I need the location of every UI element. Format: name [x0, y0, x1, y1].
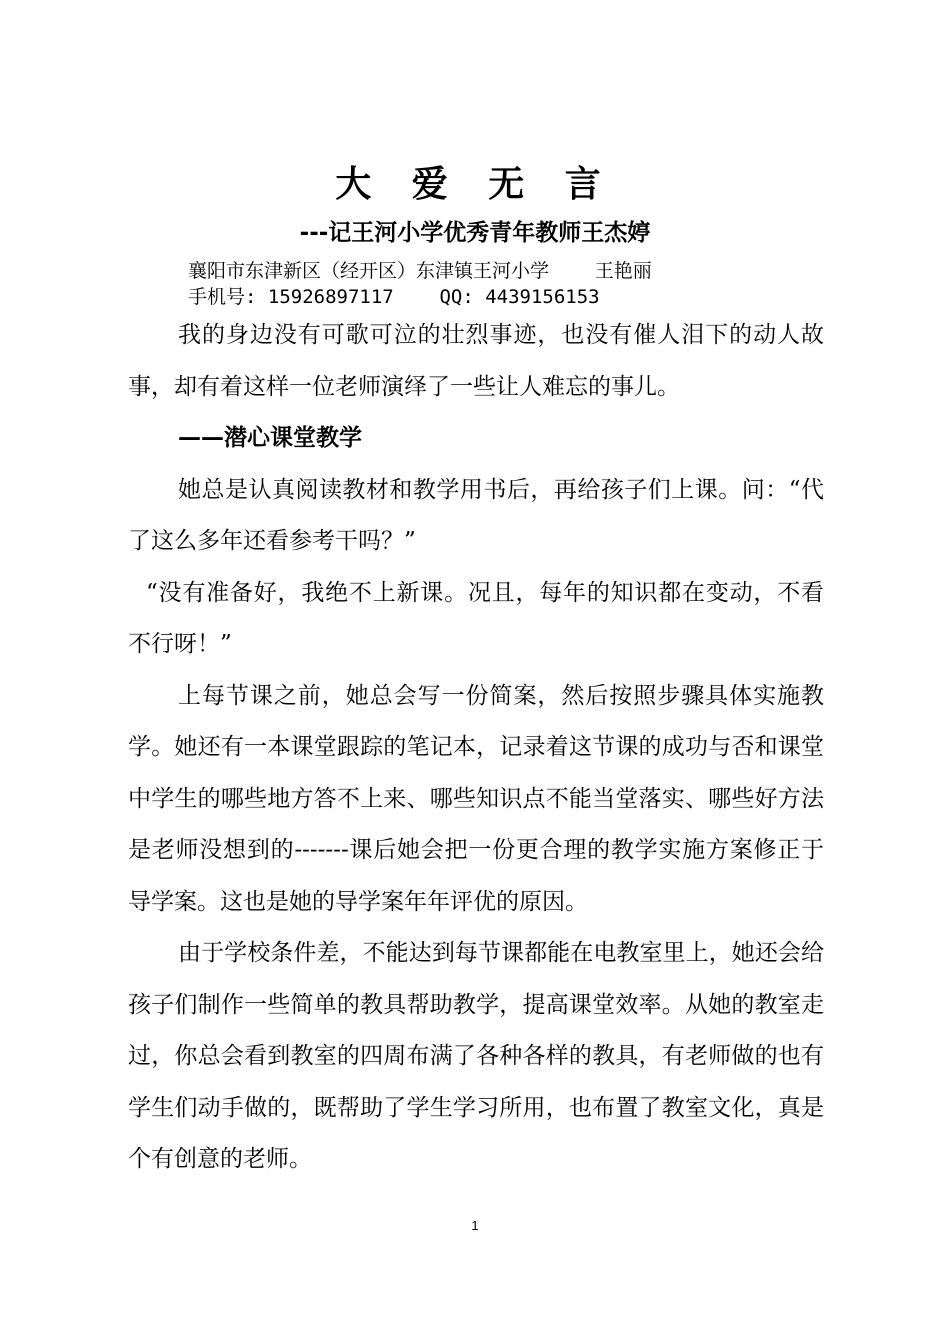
- author-line: 襄阳市东津新区（经开区）东津镇王河小学 王艳丽: [188, 260, 652, 282]
- body-paragraph: 她总是认真阅读教材和教学用书后，再给孩子们上课。问：“代了这么多年还看参考干吗？”: [128, 476, 824, 554]
- document-title: 大 爱 无 言: [335, 164, 615, 205]
- body-paragraph: 上每节课之前，她总会写一份简案，然后按照步骤具体实施教学。她还有一本课堂跟踪的笔记本，记录着这节课的成功与否和课堂中学生的哪些地方答不上来、哪些知识点不能当堂落实、哪些好方法是老师没想到的-------课后她会把一份更合理的教学实施方案修正于导学案。这也是她的导学案年年评优的原因。: [128, 682, 824, 915]
- page-number: 1: [471, 1218, 479, 1233]
- section-heading: ——潜心课堂教学: [178, 425, 362, 451]
- body-paragraph: “没有准备好，我绝不上新课。况且，每年的知识都在变动，不看不行呀！”: [128, 579, 824, 657]
- contact-line: 手机号: 15926897117 QQ: 4439156153: [188, 286, 600, 308]
- document-subtitle: ---记王河小学优秀青年教师王杰婷: [299, 220, 651, 246]
- intro-paragraph: 我的身边没有可歌可泣的壮烈事迹，也没有催人泪下的动人故事，却有着这样一位老师演绎了一些让人难忘的事儿。: [128, 322, 824, 400]
- body-paragraph: 由于学校条件差，不能达到每节课都能在电教室里上，她还会给孩子们制作一些简单的教具帮助教学，提高课堂效率。从她的教室走过，你总会看到教室的四周布满了各种各样的教具，有老师做的也有学生们动手做的，既帮助了学生学习所用，也布置了教室文化，真是个有创意的老师。: [128, 940, 824, 1172]
- document-body: [128, 310, 824, 1186]
